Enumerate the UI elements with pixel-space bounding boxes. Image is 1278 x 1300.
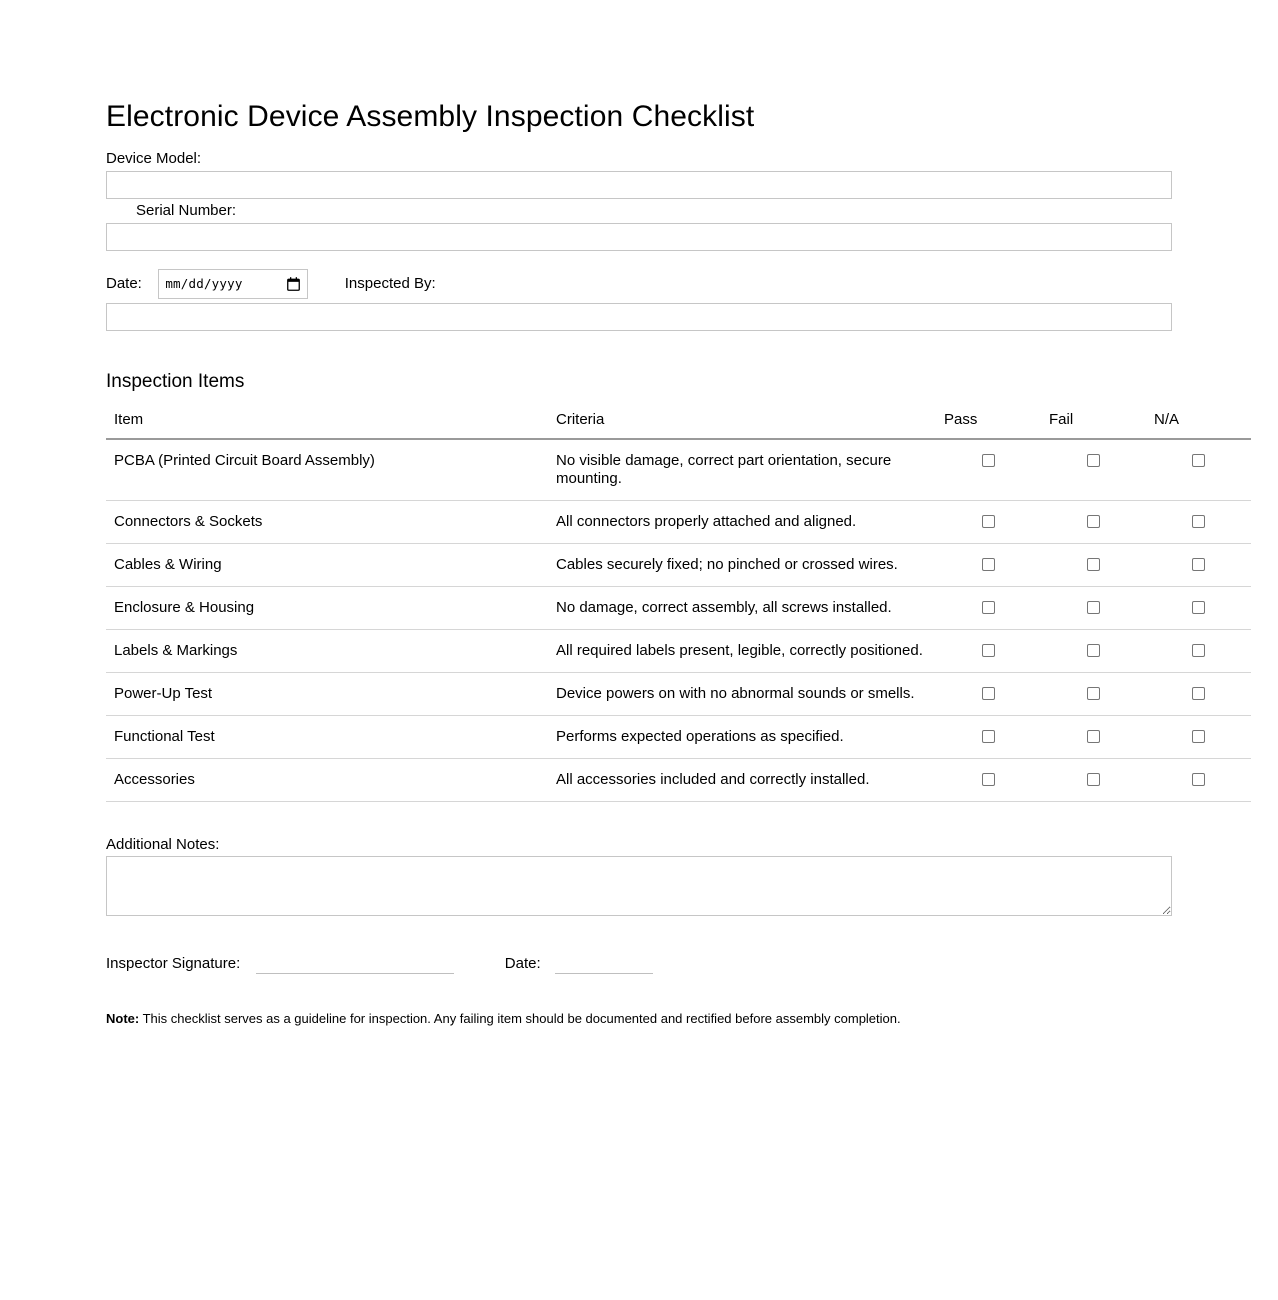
inspected-by-input[interactable] — [106, 303, 1172, 331]
pass-checkbox[interactable] — [982, 454, 995, 467]
date-label: Date: — [106, 274, 142, 292]
column-header-na: N/A — [1146, 411, 1251, 439]
row-fail-cell — [1041, 544, 1146, 587]
table-row — [106, 544, 1251, 587]
row-na-cell — [1146, 630, 1251, 673]
na-checkbox[interactable] — [1192, 773, 1205, 786]
inspector-signature-line[interactable] — [256, 955, 454, 974]
inspection-items-table — [106, 411, 1251, 802]
table-header — [106, 411, 1251, 439]
row-pass-cell — [936, 759, 1041, 802]
column-header-criteria: Criteria — [548, 411, 936, 439]
column-header-pass: Pass — [936, 411, 1041, 439]
row-criteria-text: All required labels present, legible, correctly positioned. — [548, 630, 936, 673]
pass-checkbox[interactable] — [982, 730, 995, 743]
column-header-item: Item — [106, 411, 548, 439]
fail-checkbox[interactable] — [1087, 454, 1100, 467]
serial-number-field-group — [106, 201, 1172, 251]
table-row — [106, 673, 1251, 716]
page-title: Electronic Device Assembly Inspection Checklist — [106, 100, 755, 133]
device-model-field-group — [106, 149, 1172, 199]
fail-checkbox[interactable] — [1087, 687, 1100, 700]
device-model-label: Device Model: — [106, 149, 202, 167]
date-placeholder-text: mm/dd/yyyy — [165, 275, 243, 291]
row-item-label: Labels & Markings — [106, 630, 548, 673]
row-item-label: Connectors & Sockets — [106, 501, 548, 544]
additional-notes-label: Additional Notes: — [106, 836, 220, 854]
signature-date-line[interactable] — [555, 955, 653, 974]
row-item-label: Cables & Wiring — [106, 544, 548, 587]
section-spacer — [106, 331, 1172, 371]
table-row — [106, 439, 1251, 501]
row-fail-cell — [1041, 501, 1146, 544]
pass-checkbox[interactable] — [982, 558, 995, 571]
na-checkbox[interactable] — [1192, 687, 1205, 700]
row-pass-cell — [936, 501, 1041, 544]
row-criteria-text: All connectors properly attached and aligned. — [548, 501, 936, 544]
fail-checkbox[interactable] — [1087, 515, 1100, 528]
pass-checkbox[interactable] — [982, 515, 995, 528]
row-pass-cell — [936, 630, 1041, 673]
row-criteria-text: Device powers on with no abnormal sounds or smells. — [548, 673, 936, 716]
inspection-items-heading: Inspection Items — [106, 370, 245, 392]
pass-checkbox[interactable] — [982, 601, 995, 614]
row-item-label: Accessories — [106, 759, 548, 802]
row-fail-cell — [1041, 630, 1146, 673]
column-header-fail: Fail — [1041, 411, 1146, 439]
row-item-label: Functional Test — [106, 716, 548, 759]
pass-checkbox[interactable] — [982, 687, 995, 700]
calendar-icon[interactable] — [287, 277, 300, 291]
signature-date-label: Date: — [504, 955, 541, 973]
fail-checkbox[interactable] — [1087, 644, 1100, 657]
inspector-signature-label: Inspector Signature: — [106, 955, 241, 973]
date-inspector-row — [106, 269, 1172, 331]
signature-row — [106, 954, 1172, 974]
serial-number-label: Serial Number: — [136, 201, 237, 219]
row-pass-cell — [936, 439, 1041, 501]
footer-note — [106, 1010, 1172, 1028]
row-criteria-text: No damage, correct assembly, all screws installed. — [548, 587, 936, 630]
row-item-label: PCBA (Printed Circuit Board Assembly) — [106, 439, 548, 501]
row-fail-cell — [1041, 759, 1146, 802]
table-row — [106, 630, 1251, 673]
na-checkbox[interactable] — [1192, 730, 1205, 743]
fail-checkbox[interactable] — [1087, 558, 1100, 571]
na-checkbox[interactable] — [1192, 515, 1205, 528]
row-pass-cell — [936, 716, 1041, 759]
na-checkbox[interactable] — [1192, 558, 1205, 571]
table-row — [106, 759, 1251, 802]
device-model-input[interactable] — [106, 171, 1172, 199]
row-criteria-text: Cables securely fixed; no pinched or crossed wires. — [548, 544, 936, 587]
fail-checkbox[interactable] — [1087, 601, 1100, 614]
row-na-cell — [1146, 501, 1251, 544]
table-row — [106, 501, 1251, 544]
row-fail-cell — [1041, 587, 1146, 630]
na-checkbox[interactable] — [1192, 454, 1205, 467]
additional-notes-textarea[interactable] — [106, 856, 1172, 916]
inspected-by-label: Inspected By: — [344, 274, 436, 292]
row-na-cell — [1146, 716, 1251, 759]
pass-checkbox[interactable] — [982, 644, 995, 657]
row-fail-cell — [1041, 716, 1146, 759]
row-pass-cell — [936, 587, 1041, 630]
na-checkbox[interactable] — [1192, 601, 1205, 614]
fail-checkbox[interactable] — [1087, 730, 1100, 743]
row-criteria-text: Performs expected operations as specified. — [548, 716, 936, 759]
row-na-cell — [1146, 544, 1251, 587]
row-item-label: Enclosure & Housing — [106, 587, 548, 630]
row-criteria-text: All accessories included and correctly installed. — [548, 759, 936, 802]
table-body — [106, 439, 1251, 802]
row-item-label: Power-Up Test — [106, 673, 548, 716]
table-row — [106, 587, 1251, 630]
footer-note-prefix: Note: — [106, 1011, 140, 1027]
row-na-cell — [1146, 439, 1251, 501]
row-fail-cell — [1041, 439, 1146, 501]
row-criteria-text: No visible damage, correct part orientation, secure mounting. — [548, 439, 936, 501]
table-row — [106, 716, 1251, 759]
pass-checkbox[interactable] — [982, 773, 995, 786]
footer-note-text: This checklist serves as a guideline for inspection. Any failing item should be documented and rectified before assembly completion. — [139, 1011, 901, 1027]
row-pass-cell — [936, 673, 1041, 716]
fail-checkbox[interactable] — [1087, 773, 1100, 786]
na-checkbox[interactable] — [1192, 644, 1205, 657]
serial-number-input[interactable] — [106, 223, 1172, 251]
date-input[interactable] — [158, 269, 308, 299]
row-na-cell — [1146, 673, 1251, 716]
row-na-cell — [1146, 759, 1251, 802]
row-na-cell — [1146, 587, 1251, 630]
row-fail-cell — [1041, 673, 1146, 716]
row-pass-cell — [936, 544, 1041, 587]
table-header-row — [106, 411, 1251, 439]
